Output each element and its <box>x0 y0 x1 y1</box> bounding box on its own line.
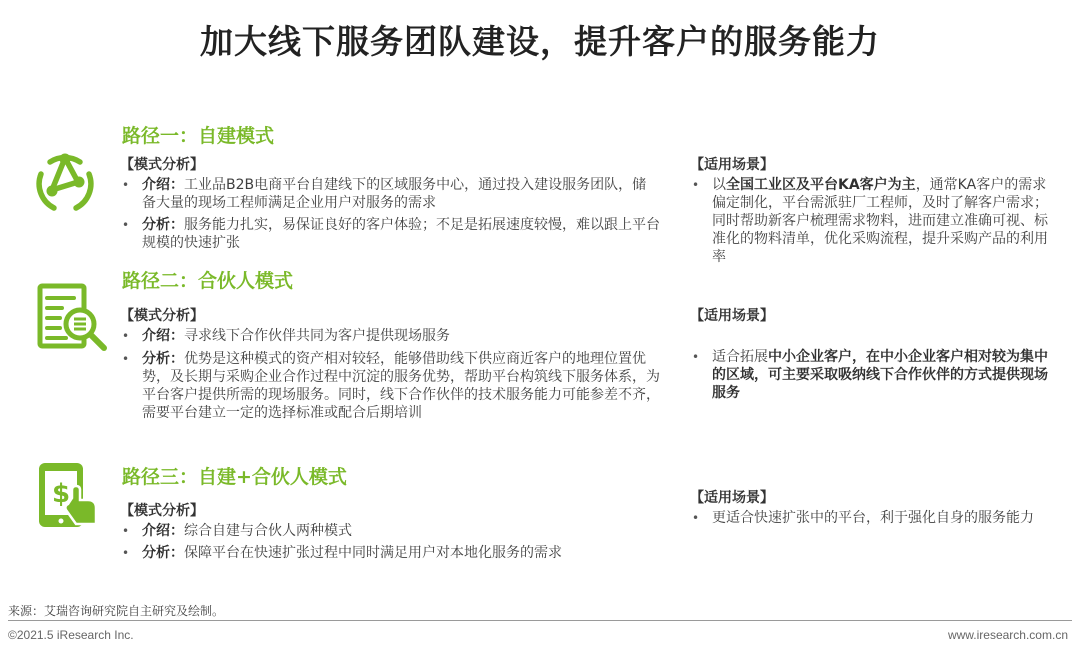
path-2-analysis-text: 优势是这种模式的资产相对较轻，能够借助线下供应商近客户的地理位置优势，及长期与采购企业合作过程中沉淀的服务优势，帮助平台构筑线下服务体系，为平台客户提供所需的现场服务。同时，线下合作伙伴的技术服务能力可能参差不齐，需要平台建立一定的选择标准或配合后期培训 <box>142 351 660 421</box>
path-1-analysis <box>120 216 660 252</box>
path-1-analysis-heading: 【模式分析】 <box>120 157 204 173</box>
path-2-intro <box>120 327 660 345</box>
path-1-scene-heading: 【适用场景】 <box>690 157 774 173</box>
network-circle-icon <box>32 150 98 216</box>
path-3-scene-pre: 更适合快速扩张中的平台，利于强化自身的服务能力 <box>712 510 1034 526</box>
path-3-analysis-text: 保障平台在快速扩张过程中同时满足用户对本地化服务的需求 <box>184 545 562 561</box>
path-3-intro <box>120 522 660 540</box>
path-3-analysis-heading: 【模式分析】 <box>120 503 204 519</box>
path-2-analysis-label: 分析： <box>142 351 184 367</box>
path-1-scene-pre: 以 <box>712 177 726 193</box>
website-link[interactable]: www.iresearch.com.cn <box>947 628 1068 642</box>
path-2-intro-text: 寻求线下合作伙伴共同为客户提供现场服务 <box>184 328 450 344</box>
path-2-scene <box>690 348 1052 402</box>
path-3-title: 路径三：自建+合伙人模式 <box>122 466 347 488</box>
path-2-analysis-heading: 【模式分析】 <box>120 308 204 324</box>
path-3-intro-label: 介绍： <box>142 523 184 539</box>
path-1-analysis-text: 服务能力扎实，易保证良好的客户体验；不足是拓展速度较慢，难以跟上平台规模的快速扩张 <box>142 217 660 251</box>
path-2-intro-label: 介绍： <box>142 328 184 344</box>
source-note: 来源：艾瑞咨询研究院自主研究及绘制。 <box>8 604 225 618</box>
document-search-icon <box>36 282 110 354</box>
path-2-scene-bold: 中小企业客户，在中小企业客户相对较为集中的区域，可主要采取吸纳线下合作伙伴的方式提供现场服务 <box>712 349 1048 401</box>
path-1-intro-label: 介绍： <box>142 177 184 193</box>
path-3-scene <box>690 509 1052 527</box>
path-2-scene-heading: 【适用场景】 <box>690 308 774 324</box>
path-1-scene-bold: 全国工业区及平台KA客户为主 <box>726 177 916 193</box>
path-2-analysis <box>120 350 660 422</box>
path-1-scene <box>690 176 1052 266</box>
path-3-intro-text: 综合自建与合伙人两种模式 <box>184 523 352 539</box>
path-1-intro <box>120 176 660 212</box>
path-3-scene-heading: 【适用场景】 <box>690 490 774 506</box>
path-3-analysis-label: 分析： <box>142 545 184 561</box>
tablet-payment-icon <box>36 460 102 532</box>
path-2-title: 路径二：合伙人模式 <box>122 270 294 292</box>
copyright: ©2021.5 iResearch Inc. <box>8 628 134 642</box>
svg-text:$: $ <box>51 479 71 509</box>
footer-divider <box>8 620 1072 621</box>
page-title: 加大线下服务团队建设，提升客户的服务能力 <box>200 22 880 61</box>
path-1-scene-post: ，通常KA客户的需求偏定制化，平台需派驻厂工程师，及时了解客户需求；同时帮助新客户梳理需求物料，进而建立准确可视、标准化的物料清单，优化采购流程，提升采购产品的利用率 <box>712 177 1048 265</box>
path-2-scene-pre: 适合拓展 <box>712 349 768 365</box>
path-1-analysis-label: 分析： <box>142 217 184 233</box>
path-1-title: 路径一：自建模式 <box>122 125 275 147</box>
path-1-intro-text: 工业品B2B电商平台自建线下的区域服务中心，通过投入建设服务团队，储备大量的现场工程师满足企业用户对服务的需求 <box>142 177 647 211</box>
path-3-analysis <box>120 544 660 562</box>
